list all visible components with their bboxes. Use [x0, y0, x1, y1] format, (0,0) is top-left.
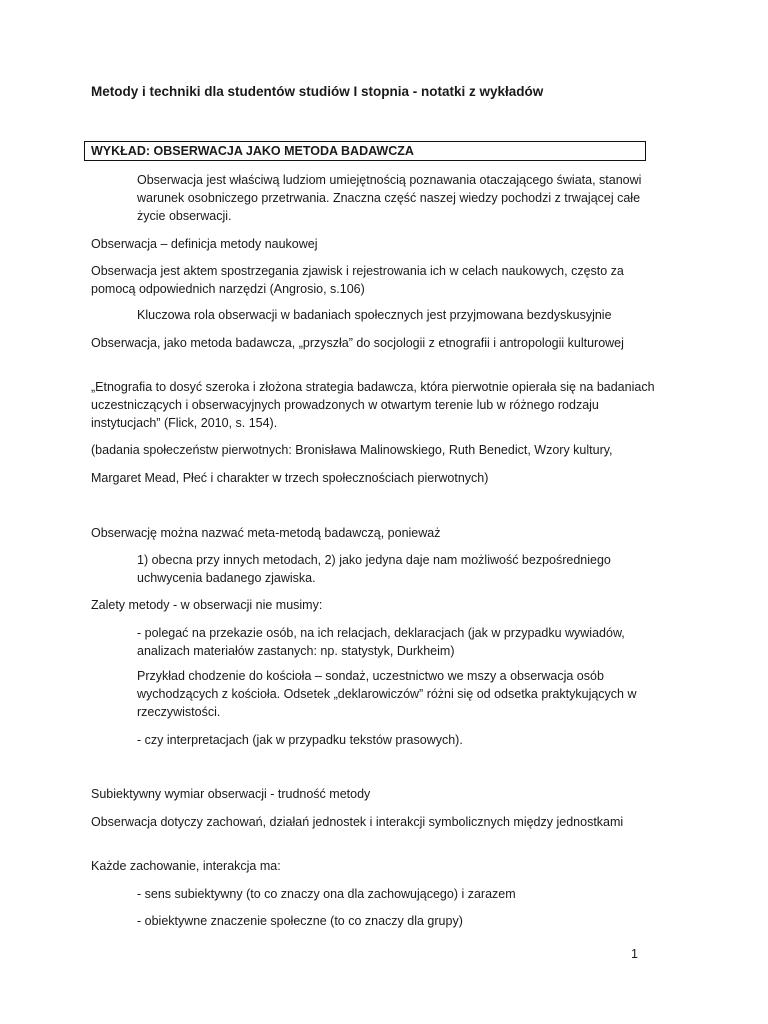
paragraph: - polegać na przekazie osób, na ich relacjach, deklaracjach (jak w przypadku wywiadów, analizach materiałów zastanych: np. statystyk, Durkheim)	[137, 626, 625, 658]
paragraph: - obiektywne znaczenie społeczne (to co znaczy dla grupy)	[137, 914, 463, 928]
paragraph: Kluczowa rola obserwacji w badaniach społecznych jest przyjmowana bezdyskusyjnie	[137, 308, 612, 322]
quote-paragraph: „Etnografia to dosyć szeroka i złożona strategia badawcza, która pierwotnie opierała się na badaniach uczestniczących i obserwacyjnych prowadzonych w otwartym terenie lub w różnego rodzaju instytucjach” (Flick, 2010, s. 154).	[91, 380, 655, 430]
paragraph: Każde zachowanie, interakcja ma:	[91, 859, 281, 873]
paragraph: 1) obecna przy innych metodach, 2) jako jedyna daje nam możliwość bezpośredniego uchwycenia badanego zjawiska.	[137, 553, 611, 585]
paragraph: Subiektywny wymiar obserwacji - trudność metody	[91, 787, 371, 801]
paragraph: - sens subiektywny (to co znaczy ona dla zachowującego) i zarazem	[137, 887, 516, 901]
page-number: 1	[631, 947, 638, 961]
paragraph: (badania społeczeństw pierwotnych: Bronisława Malinowskiego, Ruth Benedict, Wzory kultury,	[91, 443, 613, 457]
paragraph: Obserwacja dotyczy zachowań, działań jednostek i interakcji symbolicznych między jednostkami	[91, 815, 624, 829]
paragraph: Obserwację można nazwać meta-metodą badawczą, ponieważ	[91, 526, 441, 540]
paragraph: - czy interpretacjach (jak w przypadku tekstów prasowych).	[137, 733, 463, 747]
paragraph: Przykład chodzenie do kościoła – sondaż, uczestnictwo we mszy a obserwacja osób wychodzących z kościoła. Odsetek „deklarowiczów” różni się od odsetka praktykujących w rzeczywistości.	[137, 669, 637, 719]
paragraph: Obserwacja – definicja metody naukowej	[91, 237, 318, 251]
paragraph: Margaret Mead, Płeć i charakter w trzech społecznościach pierwotnych)	[91, 471, 489, 485]
paragraph: Obserwacja jest aktem spostrzegania zjawisk i rejestrowania ich w celach naukowych, często za pomocą odpowiednich narzędzi (Angrosio, s.106)	[91, 264, 624, 296]
document-title: Metody i techniki dla studentów studiów I stopnia - notatki z wykładów	[91, 84, 544, 99]
paragraph: Zalety metody - w obserwacji nie musimy:	[91, 598, 323, 612]
section-heading-box: WYKŁAD: OBSERWACJA JAKO METODA BADAWCZA	[84, 141, 646, 161]
paragraph: Obserwacja jest właściwą ludziom umiejętnością poznawania otaczającego świata, stanowi warunek osobniczego przetrwania. Znaczna część naszej wiedzy pochodzi z trwającej całe życie obserwacji.	[137, 173, 642, 223]
paragraph: Obserwacja, jako metoda badawcza, „przyszła” do socjologii z etnografii i antropologii kulturowej	[91, 336, 624, 350]
